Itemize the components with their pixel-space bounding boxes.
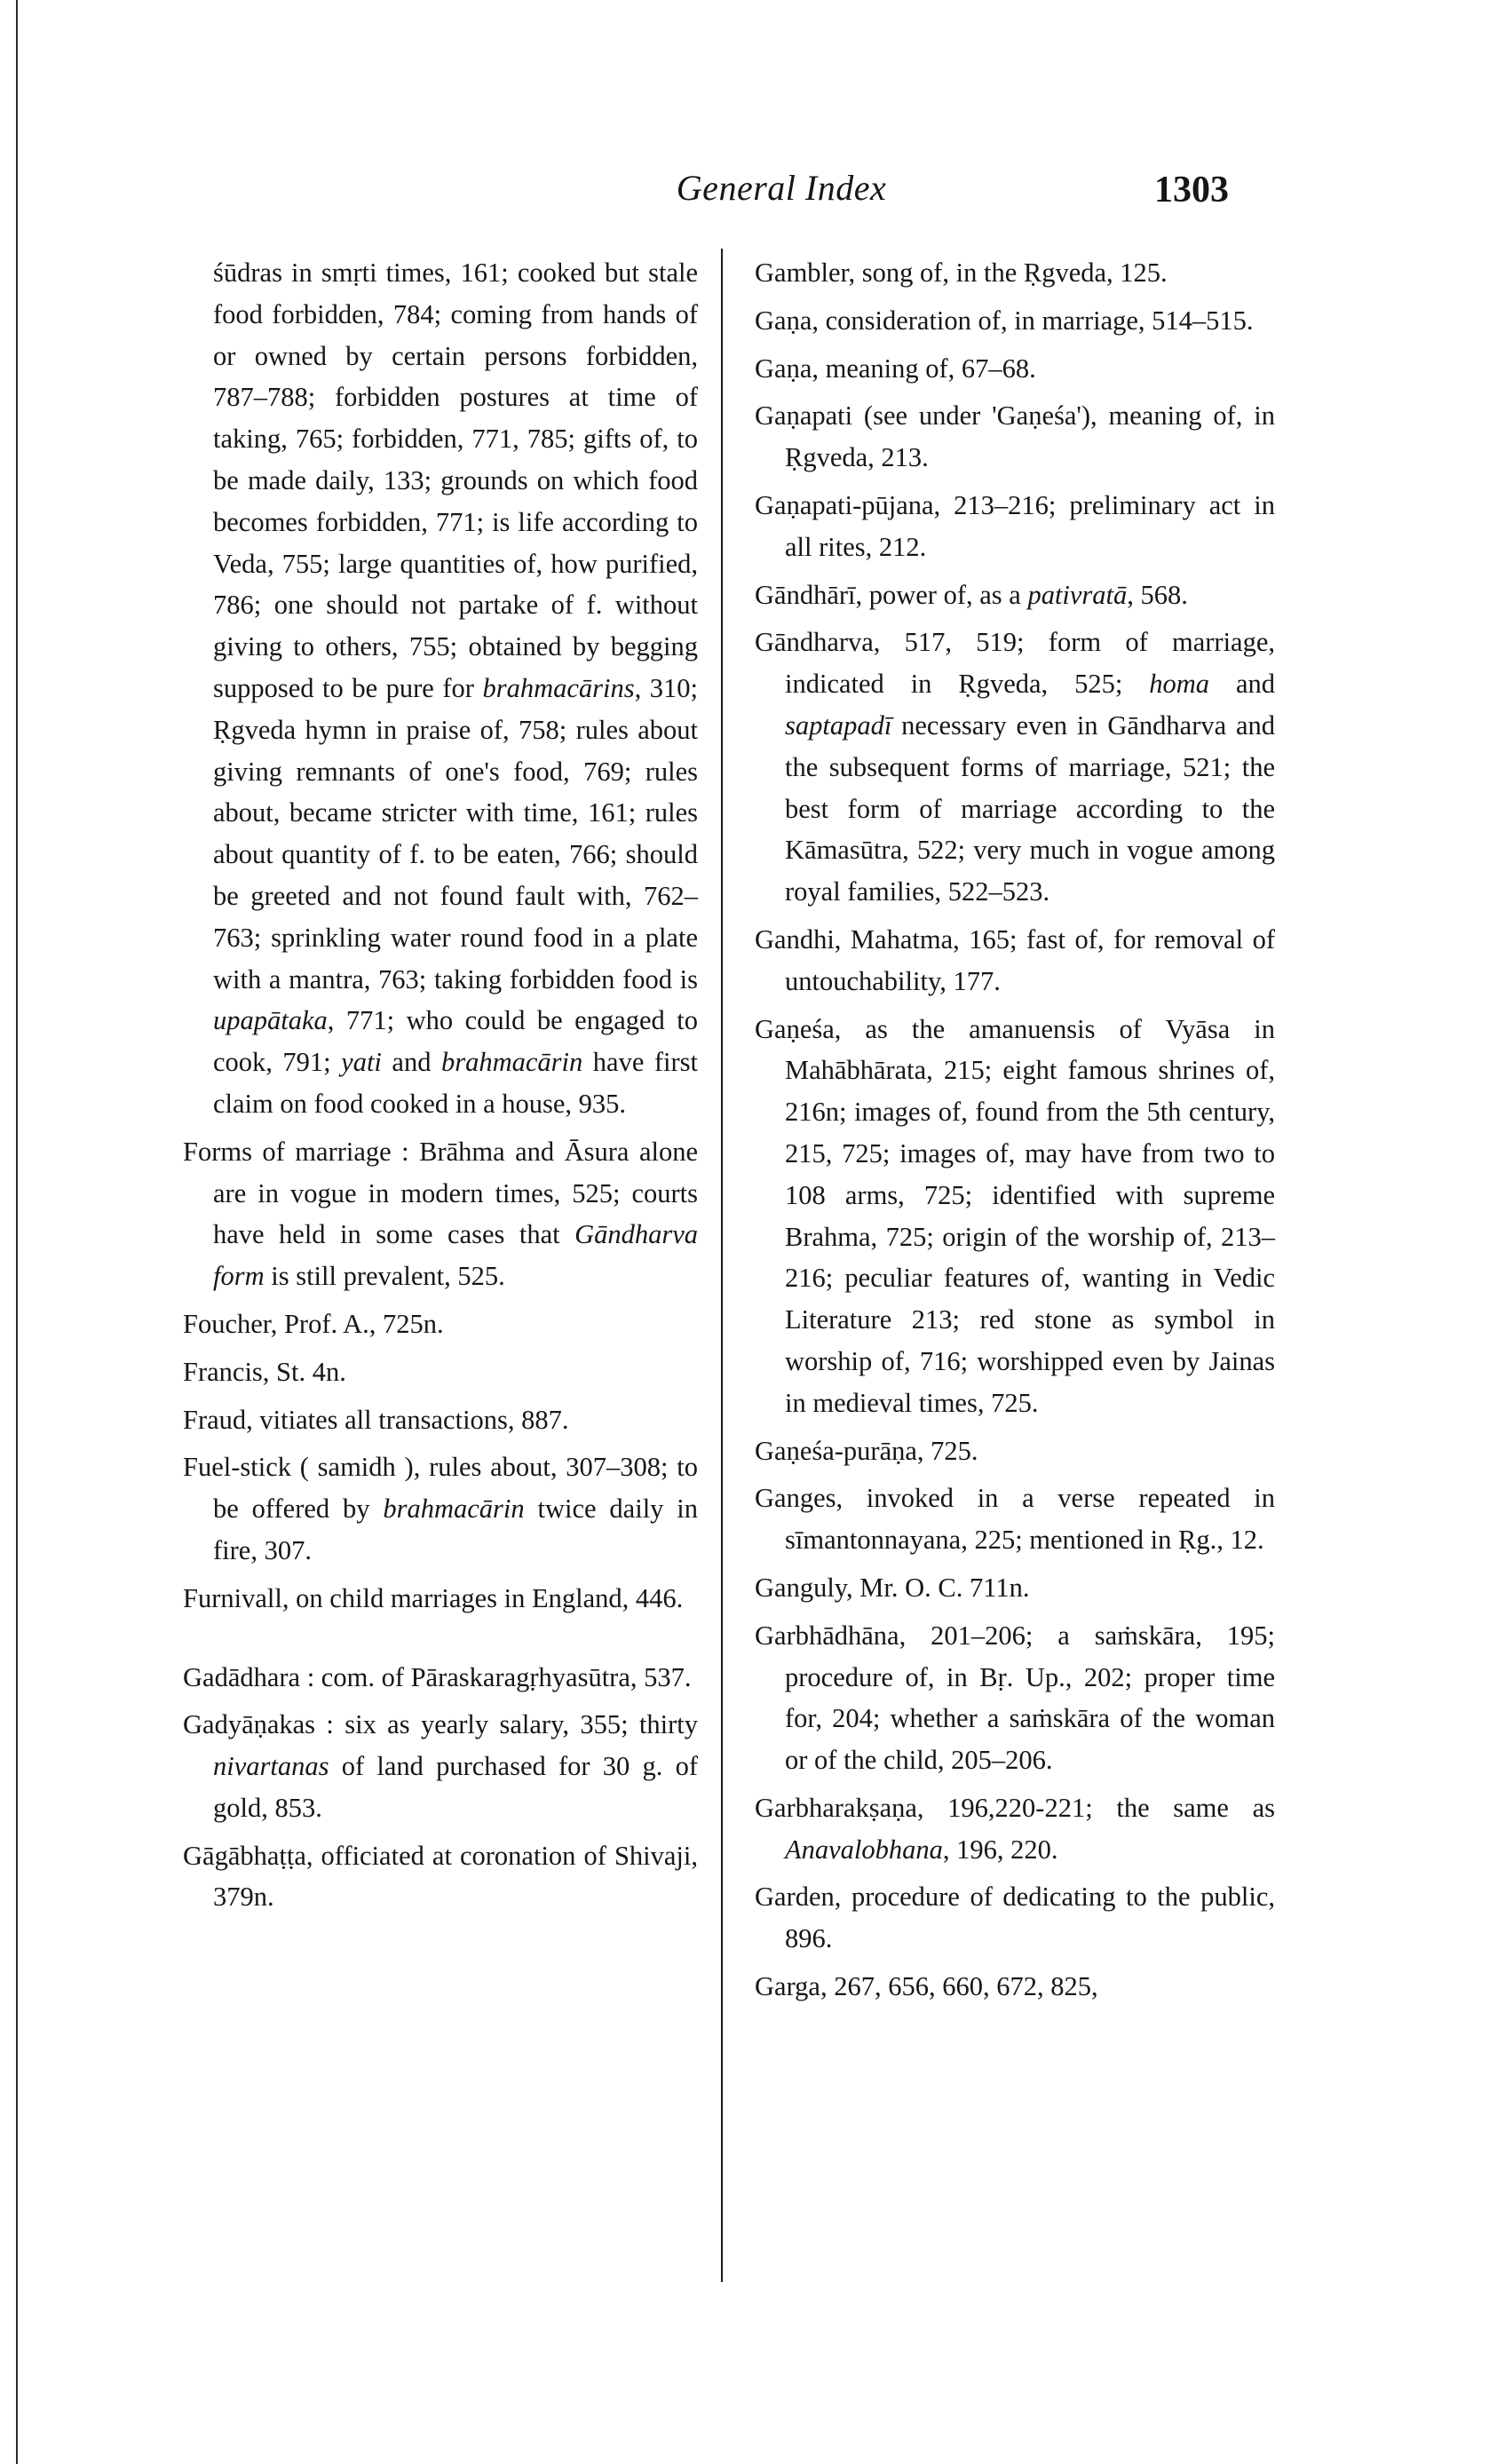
index-entry-text: Garbharakṣaṇa, 196,220-221; the same as	[755, 1792, 1275, 1823]
index-entry	[755, 348, 1275, 390]
index-entry	[755, 1615, 1275, 1781]
index-entry-text: Francis, St. 4n.	[183, 1356, 346, 1387]
index-entry-text: Gambler, song of, in the Ṛgveda, 125.	[755, 257, 1168, 288]
index-entry-text: have first claim on food cooked in a house, 935.	[213, 1047, 698, 1119]
index-entry	[755, 574, 1275, 616]
index-entry	[755, 300, 1275, 342]
index-entry-italic-term: Anavalobhana	[785, 1834, 943, 1865]
index-entry-text: , 196, 220.	[942, 1834, 1058, 1865]
index-entry-text: twice daily in fire, 307.	[213, 1493, 698, 1565]
index-entry	[183, 1657, 698, 1699]
page-number: 1303	[1154, 170, 1229, 210]
index-entry-text: Gaṇeśa-purāṇa, 725.	[755, 1435, 978, 1466]
column-divider	[721, 249, 723, 2282]
index-entry	[183, 1131, 698, 1297]
index-entry-italic-term: yati	[341, 1047, 382, 1078]
index-entry	[183, 1351, 698, 1393]
index-entry-text: Gaṇapati-pūjana, 213–216; preliminary act in all rites, 212.	[755, 489, 1275, 562]
index-entry	[755, 1787, 1275, 1871]
index-entry-text: Forms of marriage : Brāhma and Āsura alone are in vogue in modern times, 525; courts have held in some cases that	[183, 1136, 698, 1250]
index-entry-text: Gaṇeśa, as the amanuensis of Vyāsa in Mahābhārata, 215; eight famous shrines of, 216n; images of, found from the 5th century, 215, 725; images of, may have from two to 108 arms, 725; identified with supreme Brahma, 725; origin of the worship of, 213–216; peculiar features of, wanting in Vedic Literature 213; red stone as symbol in worship of, 716; worshipped even by Jainas in medieval times, 725.	[755, 1013, 1275, 1418]
index-entry-text: , 771; who could be engaged to cook, 791;	[213, 1005, 698, 1078]
scan-edge-line	[16, 0, 18, 2464]
left-column	[183, 252, 698, 1924]
index-entry	[755, 485, 1275, 568]
index-entry-text: , 310; Ṛgveda hymn in praise of, 758; rules about giving remnants of one's food, 769; rules about, became stricter with time, 161; rules about quantity of f. to be eaten, 766; should be greeted and not found fault with, 762–763; sprinkling water round food in a plate with a mantra, 763; taking forbidden food is	[213, 672, 698, 994]
index-entry-italic-term: nivartanas	[213, 1751, 329, 1782]
index-entry-italic-term: brahmacārin	[440, 1047, 583, 1078]
index-entry-text: Gaṇa, consideration of, in marriage, 514–515.	[755, 305, 1254, 336]
index-entry-text: , 568.	[1127, 579, 1188, 610]
index-entry	[755, 1430, 1275, 1472]
index-entry-text: Ganges, invoked in a verse repeated in sīmantonnayana, 225; mentioned in Ṛg., 12.	[755, 1483, 1275, 1556]
index-entry	[755, 395, 1275, 479]
index-entry-text: Fraud, vitiates all transactions, 887.	[183, 1404, 569, 1435]
index-entry	[755, 1966, 1275, 2008]
index-entry	[755, 919, 1275, 1002]
index-entry-text: Gaṇa, meaning of, 67–68.	[755, 353, 1036, 384]
index-entry-text: and	[381, 1047, 441, 1078]
index-entry-text: Gāgābhaṭṭa, officiated at coronation of Shivaji, 379n.	[183, 1840, 698, 1913]
index-entry	[183, 1835, 698, 1919]
index-entry	[755, 1876, 1275, 1960]
index-entry-text: and	[1209, 669, 1275, 700]
index-entry	[183, 1399, 698, 1441]
index-entry-italic-term: brahmacārin	[383, 1493, 525, 1525]
index-entry	[183, 252, 698, 1125]
index-entry-text: Ganguly, Mr. O. C. 711n.	[755, 1572, 1030, 1603]
index-entry-text: Gāndharva, 517, 519; form of marriage, indicated in Ṛgveda, 525;	[755, 627, 1275, 700]
index-entry	[755, 622, 1275, 913]
right-column	[755, 252, 1275, 2014]
index-entry-italic-term: homa	[1149, 669, 1210, 700]
index-entry	[755, 1567, 1275, 1609]
index-entry-text: Gāndhārī, power of, as a	[755, 579, 1028, 610]
index-entry	[183, 1704, 698, 1828]
index-entry-text: Furnivall, on child marriages in England, 446.	[183, 1582, 684, 1613]
index-entry-text: Fuel-stick ( samidh ), rules about, 307–308; to be offered by	[183, 1452, 698, 1525]
index-entry-text: Foucher, Prof. A., 725n.	[183, 1308, 444, 1339]
index-entry-text: Garbhādhāna, 201–206; a saṁskāra, 195; procedure of, in Bṛ. Up., 202; proper time for, 204; whether a saṁskāra of the woman or of the child, 205–206.	[755, 1620, 1275, 1776]
index-entry-text: śūdras in smṛti times, 161; cooked but stale food forbidden, 784; coming from hands of or owned by certain persons forbidden, 787–788; forbidden postures at time of taking, 765; forbidden, 771, 785; gifts of, to be made daily, 133; grounds on which food becomes forbidden, 771; is life according to Veda, 755; large quantities of, how purified, 786; one should not partake of f. without giving to others, 755; obtained by begging supposed to be pure for	[213, 257, 698, 703]
index-entry	[183, 1446, 698, 1571]
index-entry-text: of land purchased for 30 g. of gold, 853.	[213, 1751, 698, 1823]
index-entry-text: Gadādhara : com. of Pāraskaragṛhyasūtra, 537.	[183, 1661, 692, 1692]
index-entry-text: Gaṇapati (see under 'Gaṇeśa'), meaning of, in Ṛgveda, 213.	[755, 400, 1275, 473]
index-entry-text: necessary even in Gāndharva and the subsequent forms of marriage, 521; the best form of marriage according to the Kāmasūtra, 522; very much in vogue among royal families, 522–523.	[785, 709, 1275, 907]
index-entry-italic-term: Gāndharva form	[213, 1219, 698, 1292]
index-entry	[183, 1303, 698, 1345]
index-entry-italic-term: upapātaka	[213, 1005, 328, 1036]
index-entry-text: Gadyāṇakas : six as yearly salary, 355; thirty	[183, 1709, 698, 1740]
index-entry	[755, 252, 1275, 294]
index-entry-italic-term: pativratā	[1027, 579, 1128, 610]
index-entry	[183, 1578, 698, 1620]
index-entry-text: Gandhi, Mahatma, 165; fast of, for removal of untouchability, 177.	[755, 923, 1275, 996]
index-entry-italic-term: saptapadī	[785, 709, 892, 741]
running-title: General Index	[676, 168, 887, 208]
index-entry-italic-term: brahmacārins	[482, 672, 635, 703]
index-entry	[755, 1478, 1275, 1561]
index-entry-text: Garga, 267, 656, 660, 672, 825,	[755, 1971, 1098, 2002]
index-entry	[755, 1009, 1275, 1424]
index-entry-text: Garden, procedure of dedicating to the public, 896.	[755, 1882, 1275, 1954]
index-entry-text: is still prevalent, 525.	[264, 1261, 505, 1292]
